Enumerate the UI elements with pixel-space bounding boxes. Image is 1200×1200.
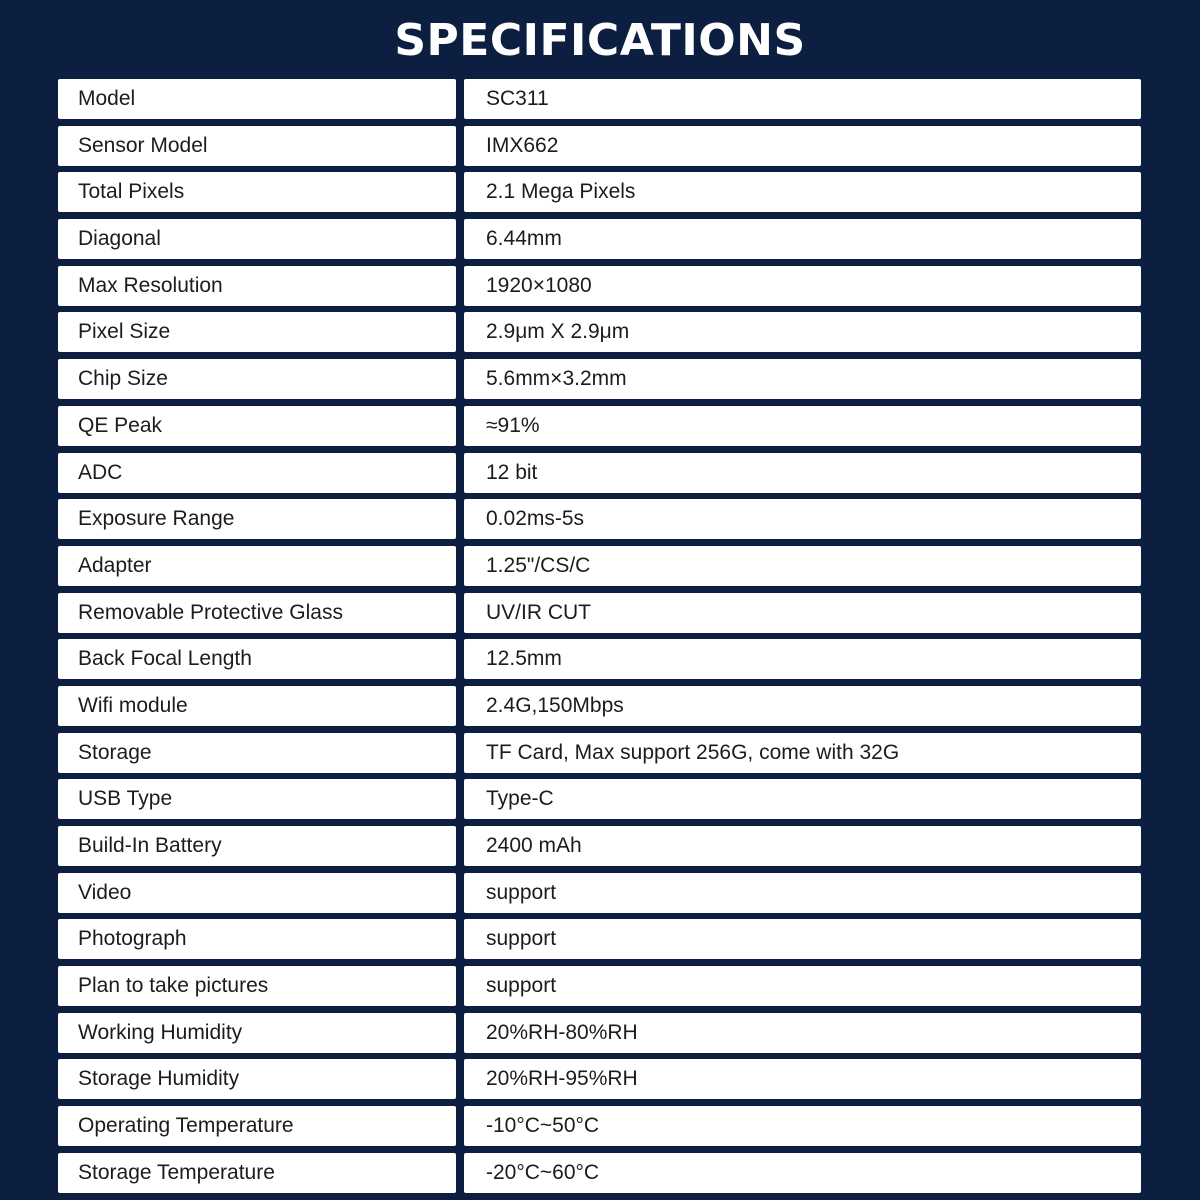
spec-value: IMX662 [464,126,1141,166]
spec-value: -10°C~50°C [464,1106,1141,1146]
spec-row [58,312,1141,352]
spec-value: 20%RH-95%RH [464,1059,1141,1099]
spec-value: 1.25"/CS/C [464,546,1141,586]
spec-value: 2.9μm X 2.9μm [464,312,1141,352]
spec-row [58,219,1141,259]
spec-value: TF Card, Max support 256G, come with 32G [464,733,1141,773]
spec-value: 20%RH-80%RH [464,1013,1141,1053]
spec-label: Adapter [58,546,456,586]
spec-row [58,172,1141,212]
spec-value: UV/IR CUT [464,593,1141,633]
spec-row [58,686,1141,726]
spec-label: USB Type [58,779,456,819]
page-title: SPECIFICATIONS [394,15,806,66]
spec-row [58,966,1141,1006]
spec-label: Pixel Size [58,312,456,352]
spec-value: 2.4G,150Mbps [464,686,1141,726]
spec-label: Exposure Range [58,499,456,539]
spec-row [58,546,1141,586]
spec-row [58,826,1141,866]
spec-label: ADC [58,453,456,493]
spec-value: SC311 [464,79,1141,119]
spec-label: Operating Temperature [58,1106,456,1146]
spec-label: Diagonal [58,219,456,259]
spec-value: 2.1 Mega Pixels [464,172,1141,212]
spec-row [58,593,1141,633]
spec-value: 12 bit [464,453,1141,493]
spec-label: QE Peak [58,406,456,446]
spec-value: 0.02ms-5s [464,499,1141,539]
spec-value: support [464,919,1141,959]
spec-row [58,779,1141,819]
spec-row [58,359,1141,399]
spec-value: Type-C [464,779,1141,819]
spec-row [58,453,1141,493]
spec-label: Storage [58,733,456,773]
spec-value: -20°C~60°C [464,1153,1141,1193]
spec-row [58,79,1141,119]
spec-value: 1920×1080 [464,266,1141,306]
spec-label: Working Humidity [58,1013,456,1053]
spec-label: Storage Temperature [58,1153,456,1193]
spec-label: Build-In Battery [58,826,456,866]
spec-row [58,1153,1141,1193]
spec-label: Wifi module [58,686,456,726]
spec-row [58,873,1141,913]
spec-value: 5.6mm×3.2mm [464,359,1141,399]
spec-label: Total Pixels [58,172,456,212]
spec-label: Photograph [58,919,456,959]
spec-value: 6.44mm [464,219,1141,259]
spec-label: Chip Size [58,359,456,399]
spec-row [58,1106,1141,1146]
spec-value: support [464,966,1141,1006]
spec-label: Removable Protective Glass [58,593,456,633]
spec-value: ≈91% [464,406,1141,446]
spec-row [58,1013,1141,1053]
spec-label: Plan to take pictures [58,966,456,1006]
spec-table [58,79,1141,1200]
spec-row [58,499,1141,539]
spec-row [58,733,1141,773]
spec-row [58,919,1141,959]
spec-value: 12.5mm [464,639,1141,679]
spec-label: Back Focal Length [58,639,456,679]
spec-row [58,639,1141,679]
spec-row [58,266,1141,306]
spec-label: Video [58,873,456,913]
spec-label: Max Resolution [58,266,456,306]
spec-row [58,1059,1141,1099]
spec-label: Model [58,79,456,119]
spec-row [58,126,1141,166]
spec-value: support [464,873,1141,913]
spec-value: 2400 mAh [464,826,1141,866]
spec-label: Storage Humidity [58,1059,456,1099]
spec-row [58,406,1141,446]
spec-label: Sensor Model [58,126,456,166]
